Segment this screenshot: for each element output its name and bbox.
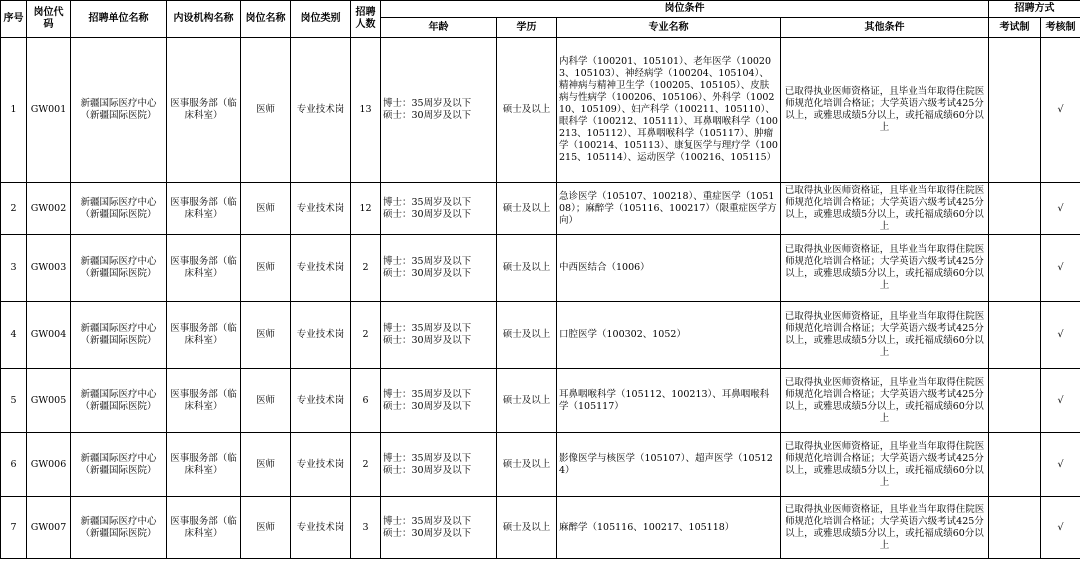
header-dept: 内设机构名称 bbox=[167, 1, 241, 38]
cell-edu: 硕士及以上 bbox=[497, 302, 557, 369]
cell-code: GW006 bbox=[27, 433, 71, 497]
table-row bbox=[1, 369, 1080, 433]
header-exam: 考试制 bbox=[989, 18, 1041, 38]
cell-dept: 医事服务部（临床科室） bbox=[167, 433, 241, 497]
cell-type: 专业技术岗 bbox=[291, 38, 351, 183]
cell-assess: √ bbox=[1041, 183, 1080, 235]
cell-type: 专业技术岗 bbox=[291, 433, 351, 497]
cell-type: 专业技术岗 bbox=[291, 369, 351, 433]
cell-post: 医师 bbox=[241, 302, 291, 369]
cell-major: 影像医学与核医学（105107）、超声医学（105124） bbox=[557, 433, 781, 497]
header-edu: 学历 bbox=[497, 18, 557, 38]
table-row bbox=[1, 183, 1080, 235]
header-method: 招聘方式 bbox=[989, 1, 1080, 18]
cell-exam bbox=[989, 302, 1041, 369]
cell-seq: 4 bbox=[1, 302, 27, 369]
header-age: 年龄 bbox=[381, 18, 497, 38]
cell-seq: 3 bbox=[1, 235, 27, 302]
cell-assess: √ bbox=[1041, 369, 1080, 433]
cell-exam bbox=[989, 38, 1041, 183]
cell-exam bbox=[989, 433, 1041, 497]
header-other: 其他条件 bbox=[781, 18, 989, 38]
cell-other: 已取得执业医师资格证，且毕业当年取得住院医师规范化培训合格证；大学英语六级考试425分以上，或雅思成绩5分以上，或托福成绩60分以上 bbox=[781, 235, 989, 302]
cell-other: 已取得执业医师资格证，且毕业当年取得住院医师规范化培训合格证；大学英语六级考试425分以上，或雅思成绩5分以上，或托福成绩60分以上 bbox=[781, 433, 989, 497]
cell-assess: √ bbox=[1041, 38, 1080, 183]
cell-dept: 医事服务部（临床科室） bbox=[167, 369, 241, 433]
cell-dept: 医事服务部（临床科室） bbox=[167, 38, 241, 183]
cell-post: 医师 bbox=[241, 497, 291, 559]
cell-exam bbox=[989, 183, 1041, 235]
cell-dept: 医事服务部（临床科室） bbox=[167, 497, 241, 559]
cell-count: 12 bbox=[351, 183, 381, 235]
cell-code: GW004 bbox=[27, 302, 71, 369]
cell-assess: √ bbox=[1041, 497, 1080, 559]
cell-assess: √ bbox=[1041, 433, 1080, 497]
table-row bbox=[1, 235, 1080, 302]
cell-major: 耳鼻咽喉科学（105112、100213）、耳鼻咽喉科学（105117） bbox=[557, 369, 781, 433]
cell-type: 专业技术岗 bbox=[291, 497, 351, 559]
cell-exam bbox=[989, 235, 1041, 302]
cell-assess: √ bbox=[1041, 235, 1080, 302]
cell-other: 已取得执业医师资格证，且毕业当年取得住院医师规范化培训合格证；大学英语六级考试425分以上，或雅思成绩5分以上，或托福成绩60分以上 bbox=[781, 38, 989, 183]
cell-edu: 硕士及以上 bbox=[497, 497, 557, 559]
cell-dept: 医事服务部（临床科室） bbox=[167, 302, 241, 369]
cell-unit: 新疆国际医疗中心（新疆国际医院） bbox=[71, 38, 167, 183]
table-row bbox=[1, 433, 1080, 497]
cell-post: 医师 bbox=[241, 369, 291, 433]
header-assess: 考核制 bbox=[1041, 18, 1080, 38]
cell-age: 博士：35周岁及以下 硕士：30周岁及以下 bbox=[381, 235, 497, 302]
cell-major: 麻醉学（105116、100217、105118） bbox=[557, 497, 781, 559]
cell-edu: 硕士及以上 bbox=[497, 369, 557, 433]
cell-count: 3 bbox=[351, 497, 381, 559]
cell-dept: 医事服务部（临床科室） bbox=[167, 235, 241, 302]
cell-exam bbox=[989, 369, 1041, 433]
cell-seq: 7 bbox=[1, 497, 27, 559]
cell-other: 已取得执业医师资格证，且毕业当年取得住院医师规范化培训合格证；大学英语六级考试425分以上，或雅思成绩5分以上，或托福成绩60分以上 bbox=[781, 302, 989, 369]
cell-other: 已取得执业医师资格证，且毕业当年取得住院医师规范化培训合格证；大学英语六级考试425分以上，或雅思成绩5分以上，或托福成绩60分以上 bbox=[781, 183, 989, 235]
table-row bbox=[1, 302, 1080, 369]
header-unit: 招聘单位名称 bbox=[71, 1, 167, 38]
cell-count: 6 bbox=[351, 369, 381, 433]
cell-age: 博士：35周岁及以下 硕士：30周岁及以下 bbox=[381, 183, 497, 235]
cell-unit: 新疆国际医疗中心（新疆国际医院） bbox=[71, 433, 167, 497]
cell-count: 2 bbox=[351, 433, 381, 497]
cell-unit: 新疆国际医疗中心（新疆国际医院） bbox=[71, 183, 167, 235]
table-row bbox=[1, 38, 1080, 183]
cell-type: 专业技术岗 bbox=[291, 302, 351, 369]
header-post: 岗位名称 bbox=[241, 1, 291, 38]
cell-type: 专业技术岗 bbox=[291, 235, 351, 302]
cell-unit: 新疆国际医疗中心（新疆国际医院） bbox=[71, 235, 167, 302]
cell-seq: 1 bbox=[1, 38, 27, 183]
cell-major: 口腔医学（100302、1052） bbox=[557, 302, 781, 369]
cell-post: 医师 bbox=[241, 433, 291, 497]
cell-count: 2 bbox=[351, 235, 381, 302]
cell-code: GW001 bbox=[27, 38, 71, 183]
cell-post: 医师 bbox=[241, 235, 291, 302]
cell-edu: 硕士及以上 bbox=[497, 183, 557, 235]
cell-major: 急诊医学（105107、100218）、重症医学（105108）；麻醉学（105116、100217）（限重症医学方向） bbox=[557, 183, 781, 235]
cell-age: 博士：35周岁及以下 硕士：30周岁及以下 bbox=[381, 497, 497, 559]
cell-exam bbox=[989, 497, 1041, 559]
cell-age: 博士：35周岁及以下 硕士：30周岁及以下 bbox=[381, 369, 497, 433]
cell-code: GW003 bbox=[27, 235, 71, 302]
cell-count: 13 bbox=[351, 38, 381, 183]
cell-dept: 医事服务部（临床科室） bbox=[167, 183, 241, 235]
cell-age: 博士：35周岁及以下 硕士：30周岁及以下 bbox=[381, 433, 497, 497]
cell-major: 中西医结合（1006） bbox=[557, 235, 781, 302]
cell-edu: 硕士及以上 bbox=[497, 235, 557, 302]
cell-other: 已取得执业医师资格证，且毕业当年取得住院医师规范化培训合格证；大学英语六级考试425分以上，或雅思成绩5分以上，或托福成绩60分以上 bbox=[781, 369, 989, 433]
cell-post: 医师 bbox=[241, 38, 291, 183]
header-code: 岗位代码 bbox=[27, 1, 71, 38]
header-seq: 序号 bbox=[1, 1, 27, 38]
cell-code: GW005 bbox=[27, 369, 71, 433]
cell-edu: 硕士及以上 bbox=[497, 433, 557, 497]
cell-seq: 2 bbox=[1, 183, 27, 235]
cell-assess: √ bbox=[1041, 302, 1080, 369]
cell-code: GW002 bbox=[27, 183, 71, 235]
cell-type: 专业技术岗 bbox=[291, 183, 351, 235]
cell-seq: 6 bbox=[1, 433, 27, 497]
cell-other: 已取得执业医师资格证，且毕业当年取得住院医师规范化培训合格证；大学英语六级考试425分以上，或雅思成绩5分以上，或托福成绩60分以上 bbox=[781, 497, 989, 559]
cell-age: 博士：35周岁及以下 硕士：30周岁及以下 bbox=[381, 302, 497, 369]
cell-edu: 硕士及以上 bbox=[497, 38, 557, 183]
cell-unit: 新疆国际医疗中心（新疆国际医院） bbox=[71, 369, 167, 433]
cell-post: 医师 bbox=[241, 183, 291, 235]
cell-seq: 5 bbox=[1, 369, 27, 433]
header-type: 岗位类别 bbox=[291, 1, 351, 38]
cell-code: GW007 bbox=[27, 497, 71, 559]
cell-unit: 新疆国际医疗中心（新疆国际医院） bbox=[71, 497, 167, 559]
table-body bbox=[1, 38, 1080, 559]
header-major: 专业名称 bbox=[557, 18, 781, 38]
cell-major: 内科学（100201、105101）、老年医学（100203、105103）、神经病学（100204、105104）、精神病与精神卫生学（100205、105105）、皮肤病与性病学（100206、105106）、外科学（100210、105109）、妇产科学（100211、105110）、眼科学（100212、105111）、耳鼻咽喉科学（100213、105112）、耳鼻咽喉科学（105117）、肿瘤学（100214、105113）、康复医学与理疗学（100215、105114）、运动医学（100216、105115） bbox=[557, 38, 781, 183]
header-count: 招聘人数 bbox=[351, 1, 381, 38]
header-conditions: 岗位条件 bbox=[381, 1, 989, 18]
cell-age: 博士：35周岁及以下 硕士：30周岁及以下 bbox=[381, 38, 497, 183]
cell-count: 2 bbox=[351, 302, 381, 369]
cell-unit: 新疆国际医疗中心（新疆国际医院） bbox=[71, 302, 167, 369]
table-row bbox=[1, 497, 1080, 559]
